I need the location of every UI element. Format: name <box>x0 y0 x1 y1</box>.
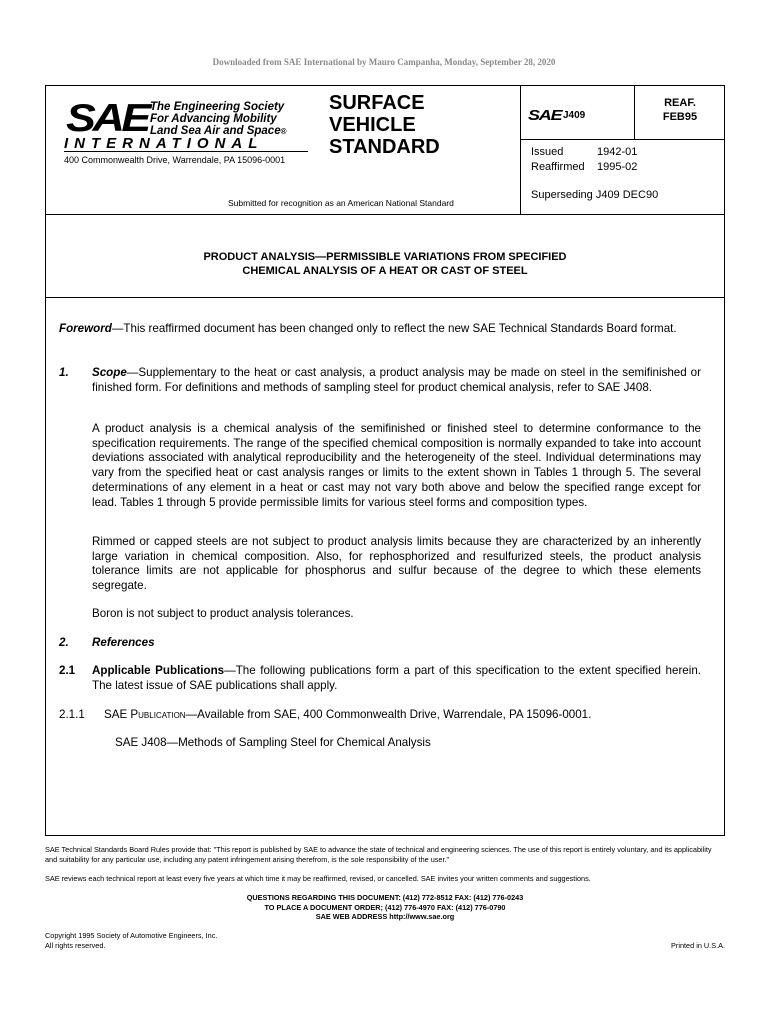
header-vertical-divider <box>520 85 521 214</box>
title-divider <box>45 297 725 298</box>
tagline-line-3-text: Land Sea Air and Space <box>150 125 281 137</box>
standard-type-title <box>329 92 440 158</box>
foreword-text: —This reaffirmed document has been changed only to reflect the new SAE Technical Standards Board format. <box>111 322 677 335</box>
standard-type-line-3: STANDARD <box>329 136 440 158</box>
reference-j408: SAE J408—Methods of Sampling Steel for Chemical Analysis <box>115 736 431 749</box>
contact-block <box>45 893 725 922</box>
reaffirmed-label: Reaffirmed <box>531 161 585 173</box>
contact-order: TO PLACE A DOCUMENT ORDER; (412) 776-4970 FAX: (412) 776-0790 <box>264 902 506 912</box>
scope-paragraph <box>92 366 701 395</box>
reaf-vertical-divider <box>634 85 635 140</box>
product-analysis-paragraph: A product analysis is a chemical analysis of the semifinished or finished steel to determine conformance to the specification requirements. The range of the specified chemical composition is normally expanded to take into account deviations associated with analytical reproducibility and the heterogeneity of the steel. Individual determinations may vary from the specified heat or cast analysis ranges or limits to the extent shown in Tables 1 through 5. The several determinations of any element in a heat or cast may not vary both above and below the specified range except for lead. Tables 1 through 5 provide permissible limits for various steel forms and composition types. <box>92 422 701 509</box>
printed-note: Printed in U.S.A. <box>671 941 725 950</box>
sae-publication-text: —Available from SAE, 400 Commonwealth Drive, Warrendale, PA 15096-0001. <box>185 708 592 721</box>
tagline-line-2: For Advancing Mobility <box>150 113 277 125</box>
submitted-note: Submitted for recognition as an American National Standard <box>228 198 454 208</box>
standard-type-line-1: SURFACE <box>329 92 425 114</box>
docno-divider <box>520 139 725 140</box>
copyright-block <box>45 931 217 951</box>
applicable-publications-text: —The following publications form a part of this specification to the extent specified herein. The latest issue of SAE publications shall apply. <box>92 664 701 692</box>
document-title-line-1: PRODUCT ANALYSIS—PERMISSIBLE VARIATIONS FROM SPECIFIED <box>203 251 567 263</box>
section-2-1-number: 2.1 <box>59 664 76 677</box>
sae-publication-heading: SAE Publication <box>104 708 186 721</box>
issued-label: Issued <box>531 146 564 158</box>
board-rules-text: SAE Technical Standards Board Rules provide that: "This report is published by SAE to advance the state of technical and engineering sciences. The use of this report is entirely voluntary, and its applicability and suitability for any particular use, including any patent infringement arising therefrom, is the sole responsibility of the user." <box>45 845 712 864</box>
contact-web: SAE WEB ADDRESS http://www.sae.org <box>315 912 455 921</box>
reaf-label: REAF. <box>664 97 696 109</box>
international-wordmark: INTERNATIONAL <box>64 135 264 152</box>
references-heading: References <box>92 636 155 649</box>
sae-small-logo: SAE <box>528 107 562 124</box>
issued-date: 1942-01 <box>597 146 638 158</box>
foreword-heading: Foreword <box>59 322 112 335</box>
scope-heading: Scope <box>92 366 127 379</box>
reaf-box <box>640 96 720 124</box>
scope-text: —Supplementary to the heat or cast analysis, a product analysis may be made on steel in the semifinished or finished form. For definitions and methods of sampling steel for product chemical analysis, refer to SAE J408. <box>92 366 701 394</box>
download-note: Downloaded from SAE International by Mauro Campanha, Monday, September 28, 2020 <box>212 57 556 67</box>
document-title <box>45 250 725 278</box>
review-text: SAE reviews each technical report at least every five years at which time it may be reaffirmed, revised, or cancelled. SAE invites your written comments and suggestions. <box>45 874 591 883</box>
section-2-number: 2. <box>59 636 69 649</box>
superseding-note: Superseding J409 DEC90 <box>531 189 659 201</box>
rimmed-steels-paragraph: Rimmed or capped steels are not subject to product analysis limits because they are characterized by an inherently large variation in chemical composition. Also, for rephosphorized and resulfurized steels, the product analysis tolerance limits are not applicable for phosphorus and sulfur because of the degree to which these elements segregate. <box>92 535 701 593</box>
header-divider <box>45 214 725 215</box>
sae-logo: SAE <box>66 97 148 140</box>
sae-publication-paragraph <box>104 708 591 721</box>
applicable-publications-paragraph <box>92 664 701 693</box>
registered-mark: ® <box>280 127 287 136</box>
reaf-date: FEB95 <box>662 111 698 123</box>
applicable-publications-heading: Applicable Publications <box>92 664 225 677</box>
reaffirmed-date: 1995-02 <box>597 161 638 173</box>
contact-questions: QUESTIONS REGARDING THIS DOCUMENT: (412) 772-8512 FAX: (412) 776-0243 <box>246 893 524 902</box>
copyright-line: Copyright 1995 Society of Automotive Engineers, Inc. <box>45 931 218 940</box>
sae-address: 400 Commonwealth Drive, Warrendale, PA 15096-0001 <box>64 155 286 165</box>
wordmark-underline <box>64 151 308 152</box>
section-1-number: 1. <box>59 366 69 379</box>
boron-paragraph: Boron is not subject to product analysis tolerances. <box>92 607 354 620</box>
document-title-line-2: CHEMICAL ANALYSIS OF A HEAT OR CAST OF STEEL <box>242 265 528 277</box>
standard-type-line-2: VEHICLE <box>329 114 416 136</box>
section-2-1-1-number: 2.1.1 <box>59 708 85 721</box>
tagline-line-1: The Engineering Society <box>150 101 285 113</box>
rights-line: All rights reserved. <box>45 941 106 950</box>
document-number: J409 <box>563 110 586 121</box>
foreword-paragraph <box>59 322 701 337</box>
